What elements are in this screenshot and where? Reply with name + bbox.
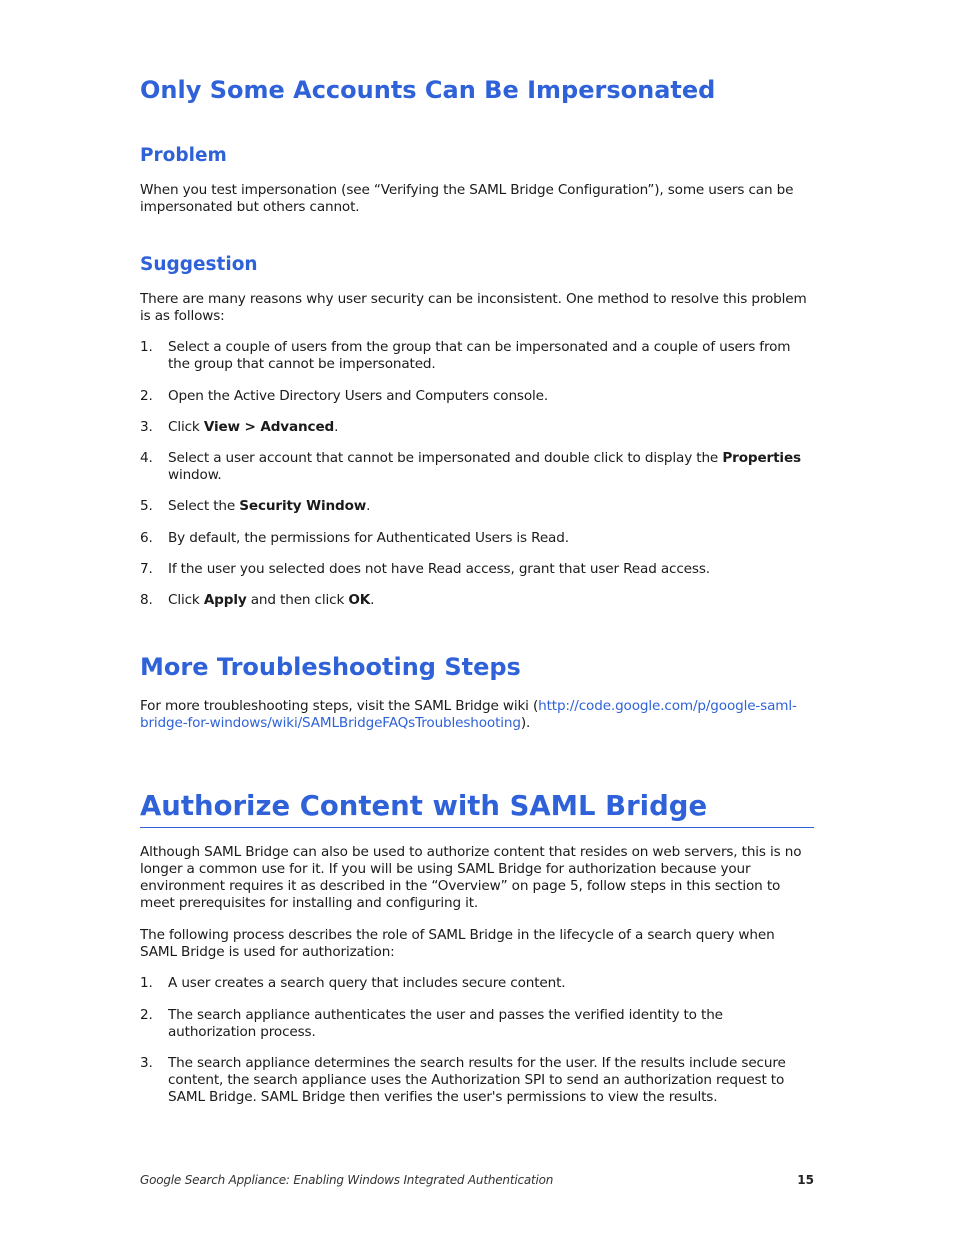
section-title-more-troubleshooting: More Troubleshooting Steps xyxy=(140,653,521,681)
saml-bridge-wiki-link[interactable]: http://code.google.com/p/google-saml-bridge-for-windows/wiki/SAMLBridgeFAQsTroubleshooting xyxy=(140,698,797,731)
footer-title: Google Search Appliance: Enabling Windows Integrated Authentication xyxy=(140,1173,554,1187)
problem-heading: Problem xyxy=(140,145,227,166)
suggestion-text: There are many reasons why user security can be inconsistent. One method to resolve this problem is as follows: xyxy=(140,291,807,324)
section-title-impersonation: Only Some Accounts Can Be Impersonated xyxy=(140,76,716,104)
problem-text: When you test impersonation (see “Verifying the SAML Bridge Configuration”), some users can be impersonated but others cannot. xyxy=(140,182,794,215)
suggestion-heading: Suggestion xyxy=(140,254,258,275)
chapter-title-authorize-content: Authorize Content with SAML Bridge xyxy=(140,790,708,822)
authorize-paragraph-1: Although SAML Bridge can also be used to authorize content that resides on web servers, this is no longer a common use for it. If you will be using SAML Bridge for authorization because your environment requires it as described in the “Overview” on page 5, follow steps in this section to meet prerequisites for installing and configuring it. xyxy=(140,844,802,911)
page-number: 15 xyxy=(797,1173,814,1187)
authorize-paragraph-2: The following process describes the role of SAML Bridge in the lifecycle of a search query when SAML Bridge is used for authorization: xyxy=(140,927,775,960)
chapter-title-rule xyxy=(140,827,814,828)
troubleshooting-text: For more troubleshooting steps, visit the SAML Bridge wiki (http://code.google.com/p/google-saml-bridge-for-windows/wiki/SAMLBridgeFAQsTroubleshooting). xyxy=(140,698,797,731)
